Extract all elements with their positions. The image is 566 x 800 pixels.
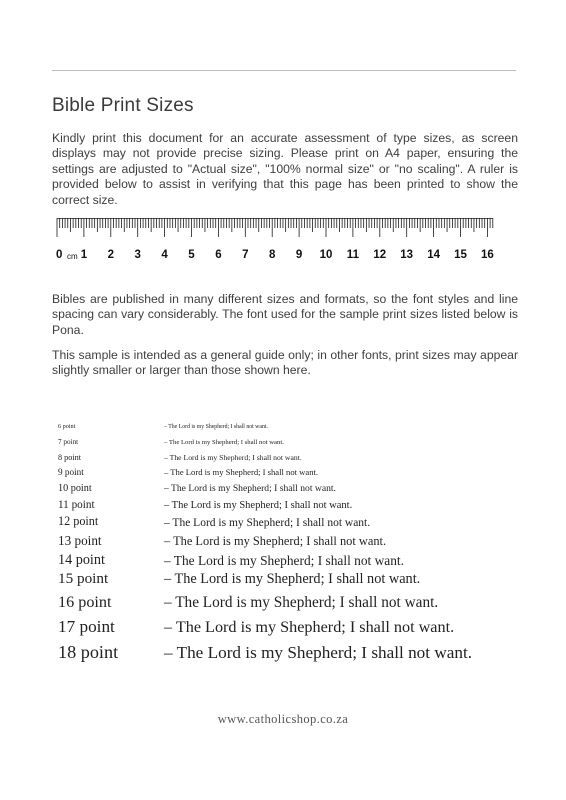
ruler-number: 8 [268, 249, 276, 261]
print-size-sample: – The Lord is my Shepherd; I shall not want. [164, 571, 421, 587]
print-size-sample: – The Lord is my Shepherd; I shall not want. [164, 517, 371, 529]
centimetre-ruler [55, 218, 495, 266]
print-size-label: 17 point [58, 617, 115, 636]
page-title: Bible Print Sizes [52, 95, 194, 116]
ruler-number: 10 [319, 249, 333, 261]
print-size-row [58, 588, 538, 612]
print-size-sample: – The Lord is my Shepherd; I shall not want. [164, 424, 268, 430]
print-size-sample: – The Lord is my Shepherd; I shall not want. [164, 553, 405, 568]
ruler-number: 3 [134, 249, 141, 261]
print-size-sample: – The Lord is my Shepherd; I shall not want. [164, 594, 439, 611]
ruler-number: 2 [107, 249, 114, 261]
ruler-number: 11 [346, 249, 359, 261]
ruler-number: 1 [80, 249, 88, 261]
print-size-sample: – The Lord is my Shepherd; I shall not want. [164, 483, 336, 494]
print-size-label: 15 point [58, 570, 109, 587]
ruler-tick-marks [55, 218, 495, 238]
formats-paragraph: Bibles are published in many different sizes and formats, so the font styles and line spacing can vary considerably. The font used for the sample print sizes listed below is Pona. [52, 292, 518, 337]
print-size-row [58, 613, 538, 637]
print-size-label: 8 point [58, 453, 81, 462]
print-size-label: 16 point [58, 593, 112, 611]
print-size-label: 14 point [58, 552, 105, 568]
ruler-numbers [55, 249, 495, 265]
footer-url[interactable]: www.catholicshop.co.za [217, 712, 349, 726]
print-size-sample: – The Lord is my Shepherd; I shall not want. [164, 500, 353, 511]
guide-paragraph: This sample is intended as a general guide only; in other fonts, print sizes may appear slightly smaller or larger than those shown here. [52, 348, 518, 378]
ruler-number: 5 [188, 249, 195, 261]
print-size-sample: – The Lord is my Shepherd; I shall not want. [164, 467, 319, 477]
print-size-sample: – The Lord is my Shepherd; I shall not want. [164, 618, 455, 636]
print-size-label: 13 point [58, 533, 102, 548]
ruler-number: 12 [373, 249, 387, 261]
print-size-label: 7 point [58, 438, 79, 446]
ruler-number: 16 [480, 249, 494, 261]
print-size-label: 10 point [58, 483, 92, 494]
print-size-label: 12 point [58, 514, 99, 528]
print-size-row [58, 564, 538, 588]
print-size-sample: – The Lord is my Shepherd; I shall not want. [164, 534, 387, 548]
print-size-label: 18 point [58, 642, 119, 662]
print-size-label: 9 point [58, 467, 84, 477]
print-size-sample: – The Lord is my Shepherd; I shall not want. [164, 439, 284, 446]
print-size-sample: – The Lord is my Shepherd; I shall not want. [164, 643, 473, 662]
ruler-number: 13 [400, 249, 414, 261]
print-size-sample: – The Lord is my Shepherd; I shall not want. [164, 453, 302, 462]
ruler-number: 15 [454, 249, 467, 261]
intro-paragraph: Kindly print this document for an accurate assessment of type sizes, as screen displays may not provide precise sizing. Please print on A4 paper, ensuring the settings are adjusted to "Actual size", "100% normal size" or "no scaling". A ruler is provided below to assist in verifying that this page has been printed to show the correct size. [52, 131, 518, 207]
ruler-unit: cm [67, 252, 78, 261]
ruler-number: 7 [242, 249, 249, 261]
print-size-label: 11 point [58, 499, 95, 511]
print-size-row [58, 639, 538, 663]
ruler-number: 0 [56, 249, 63, 261]
ruler-number: 6 [215, 249, 222, 261]
ruler-number: 4 [161, 249, 168, 261]
ruler-number: 14 [427, 249, 440, 261]
ruler-number: 9 [295, 249, 303, 261]
ruler-ticks [55, 218, 495, 238]
header-divider [52, 70, 516, 71]
print-size-label: 6 point [58, 423, 76, 430]
